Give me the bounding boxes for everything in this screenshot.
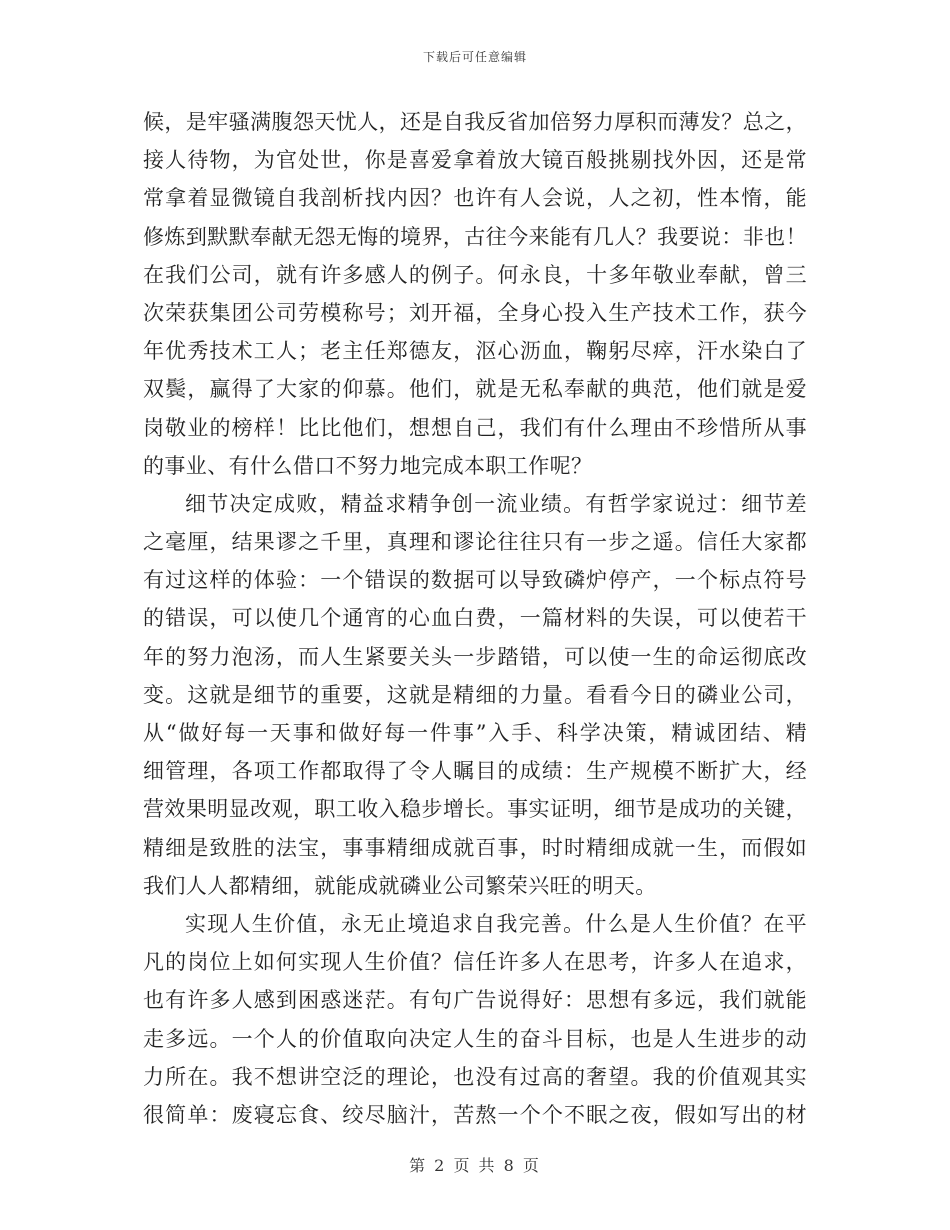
page-number: 第 2 页 共 8 页 <box>409 1156 541 1175</box>
text-line: 凡的岗位上如何实现人生价值？信任许多人在思考，许多人在追求， <box>143 950 807 975</box>
paragraph <box>143 905 807 1134</box>
text-line: 我们人人都精细，就能成就磷业公司繁荣兴旺的明天。 <box>143 873 657 898</box>
text-line: 接人待物，为官处世，你是喜爱拿着放大镜百般挑剔找外因，还是常 <box>143 148 807 173</box>
text-line: 双鬓，赢得了大家的仰慕。他们，就是无私奉献的典范，他们就是爱 <box>143 377 807 402</box>
text-line: 岗敬业的榜样！比比他们，想想自己，我们有什么理由不珍惜所从事 <box>143 415 807 440</box>
text-line: 常拿着显微镜自我剖析找内因？也许有人会说，人之初，性本惰，能 <box>143 186 807 211</box>
text-line: 候，是牢骚满腹怨天忧人，还是自我反省加倍努力厚积而薄发？总之， <box>143 110 807 134</box>
text-line: 次荣获集团公司劳模称号；刘开福，全身心投入生产技术工作，获今 <box>143 300 807 325</box>
text-line: 有过这样的体验：一个错误的数据可以导致磷炉停产，一个标点符号 <box>143 568 807 593</box>
document-body <box>143 103 807 1134</box>
text-line: 年的努力泡汤，而人生紧要关头一步踏错，可以使一生的命运彻底改 <box>143 644 807 669</box>
text-line: 的事业、有什么借口不努力地完成本职工作呢？ <box>143 453 593 478</box>
text-line: 细管理，各项工作都取得了令人瞩目的成绩：生产规模不断扩大，经 <box>143 759 807 784</box>
text-line: 变。这就是细节的重要，这就是精细的力量。看看今日的磷业公司， <box>143 682 807 707</box>
paragraph <box>143 485 807 905</box>
text-line: 从“做好每一天事和做好每一件事”入手、科学决策，精诚团结、精 <box>143 721 807 745</box>
text-line: 在我们公司，就有许多感人的例子。何永良，十多年敬业奉献，曾三 <box>143 262 807 287</box>
text-line: 修炼到默默奉献无怨无悔的境界，古往今来能有几人？我要说：非也！ <box>143 224 807 249</box>
text-line: 实现人生价值，永无止境追求自我完善。什么是人生价值？在平 <box>185 911 807 936</box>
text-line: 走多远。一个人的价值取向决定人生的奋斗目标，也是人生进步的动 <box>143 1026 807 1051</box>
paragraph <box>143 103 807 485</box>
text-line: 的错误，可以使几个通宵的心血白费，一篇材料的失误，可以使若干 <box>143 606 807 631</box>
text-line: 细节决定成败，精益求精争创一流业绩。有哲学家说过：细节差 <box>185 491 807 516</box>
text-line: 营效果明显改观，职工收入稳步增长。事实证明，细节是成功的关键， <box>143 797 807 822</box>
text-line: 很简单：废寝忘食、绞尽脑汁，苦熬一个个不眠之夜，假如写出的材 <box>143 1102 807 1127</box>
text-line: 之毫厘，结果谬之千里，真理和谬论往往只有一步之遥。信任大家都 <box>143 530 807 555</box>
text-line: 年优秀技术工人；老主任郑德友，沤心沥血，鞠躬尽瘁，汗水染白了 <box>143 339 807 364</box>
text-line: 精细是致胜的法宝，事事精细成就百事，时时精细成就一生，而假如 <box>143 835 807 860</box>
text-line: 力所在。我不想讲空泛的理论，也没有过高的奢望。我的价值观其实 <box>143 1064 807 1089</box>
page-header: 下载后可任意编辑 <box>422 50 527 64</box>
text-line: 也有许多人感到困惑迷茫。有句广告说得好：思想有多远，我们就能 <box>143 988 807 1013</box>
